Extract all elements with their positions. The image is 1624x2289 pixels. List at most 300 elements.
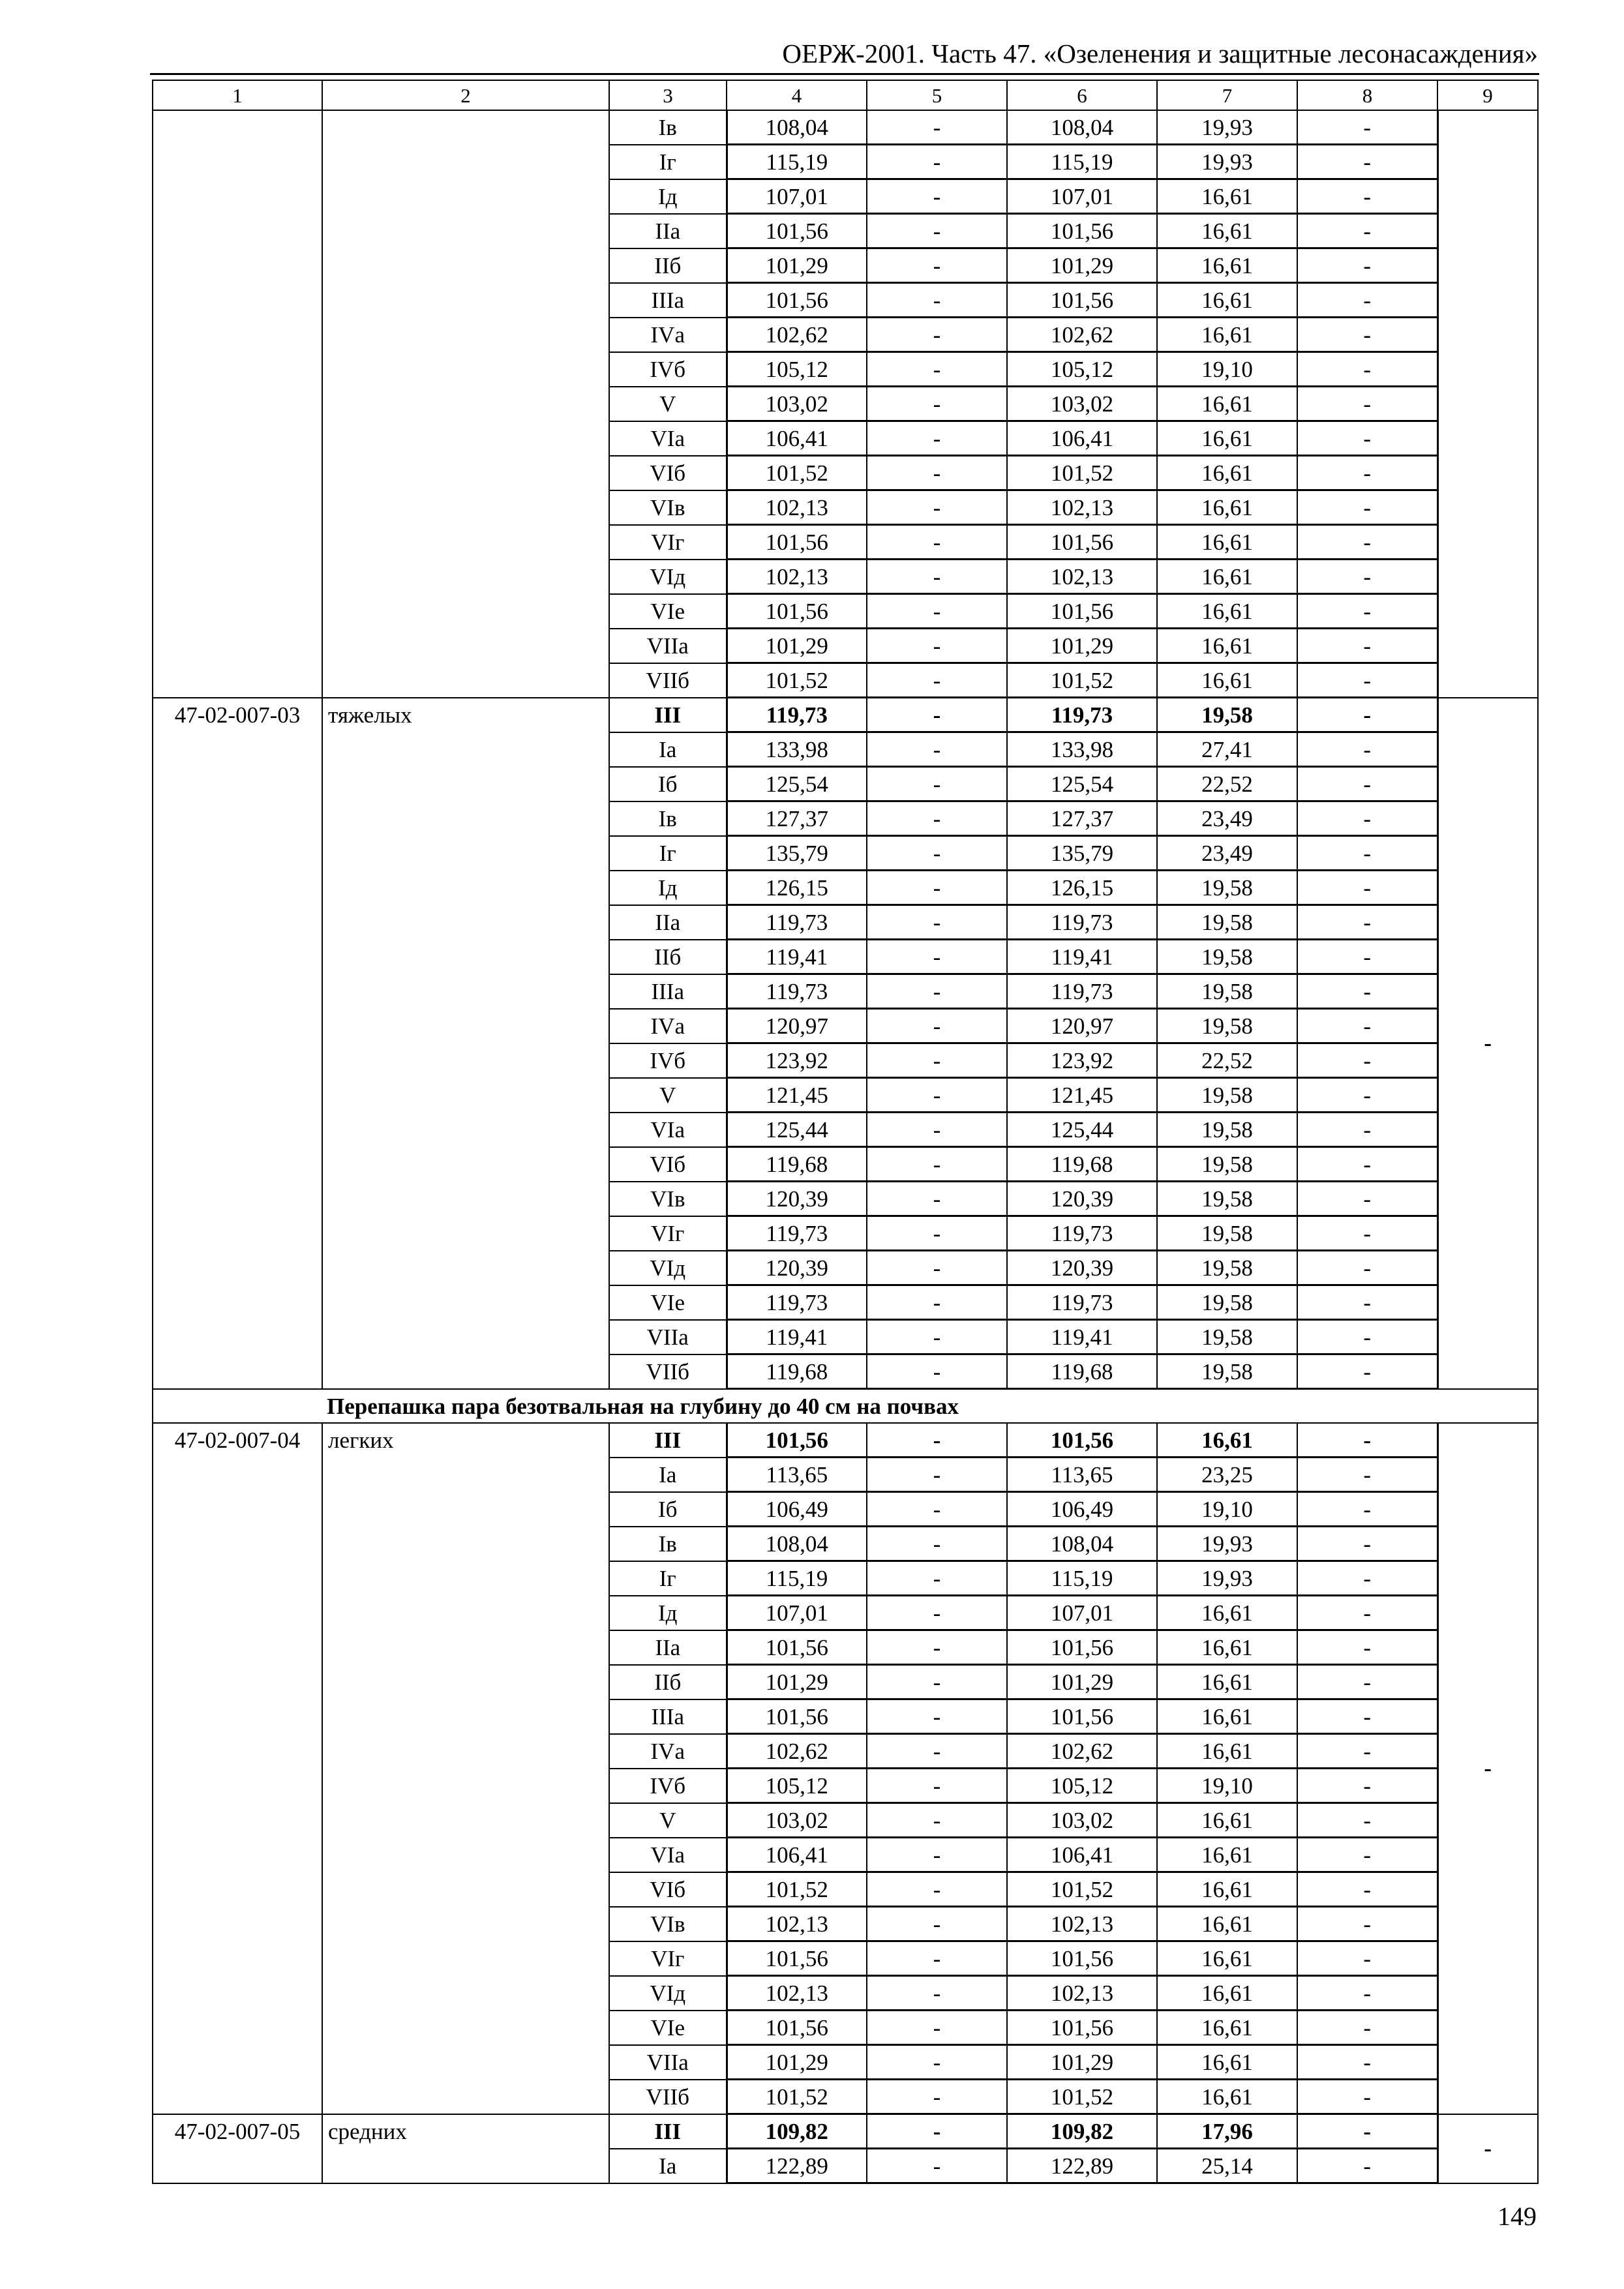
labor-cost-cell: - (867, 2080, 1007, 2114)
operator-wage-cell: 19,93 (1157, 1561, 1297, 1596)
machine-cost-cell: 106,41 (1007, 1838, 1157, 1872)
operator-wage-cell: 16,61 (1157, 663, 1297, 698)
labor-hours-cell (1437, 110, 1538, 698)
materials-cell: - (1297, 283, 1437, 318)
zone-cell: VIб (609, 1872, 727, 1907)
zone-cell: V (609, 1078, 727, 1113)
zone-cell: Iг (609, 1561, 727, 1596)
direct-cost-cell: 102,13 (727, 1907, 867, 1941)
materials-cell: - (1297, 490, 1437, 525)
machine-cost-cell: 101,29 (1007, 2045, 1157, 2080)
zone-cell: IIб (609, 940, 727, 974)
direct-cost-cell: 119,41 (727, 940, 867, 974)
direct-cost-cell: 123,92 (727, 1043, 867, 1078)
header-rule (150, 73, 1539, 75)
operator-wage-cell: 16,61 (1157, 1423, 1297, 1458)
labor-cost-cell: - (867, 248, 1007, 283)
direct-cost-cell: 102,13 (727, 490, 867, 525)
machine-cost-cell: 101,56 (1007, 1423, 1157, 1458)
labor-cost-cell: - (867, 801, 1007, 836)
materials-cell: - (1297, 1078, 1437, 1113)
materials-cell: - (1297, 1320, 1437, 1354)
direct-cost-cell: 119,73 (727, 974, 867, 1009)
labor-cost-cell: - (867, 1043, 1007, 1078)
machine-cost-cell: 122,89 (1007, 2149, 1157, 2183)
rate-code: 47-02-007-05 (153, 2114, 322, 2183)
direct-cost-cell: 120,39 (727, 1182, 867, 1216)
materials-cell: - (1297, 1803, 1437, 1838)
direct-cost-cell: 101,56 (727, 2011, 867, 2045)
operator-wage-cell: 16,61 (1157, 1838, 1297, 1872)
operator-wage-cell: 19,58 (1157, 871, 1297, 905)
zone-cell: Iг (609, 836, 727, 871)
direct-cost-cell: 101,56 (727, 214, 867, 248)
operator-wage-cell: 25,14 (1157, 2149, 1297, 2183)
labor-cost-cell: - (867, 1458, 1007, 1492)
zone-cell: VIIб (609, 2080, 727, 2114)
labor-cost-cell: - (867, 1251, 1007, 1285)
materials-cell: - (1297, 836, 1437, 871)
operator-wage-cell: 16,61 (1157, 214, 1297, 248)
direct-cost-cell: 101,29 (727, 1665, 867, 1699)
zone-cell: VIв (609, 490, 727, 525)
materials-cell: - (1297, 1734, 1437, 1769)
direct-cost-cell: 108,04 (727, 1527, 867, 1561)
machine-cost-cell: 119,73 (1007, 1216, 1157, 1251)
materials-cell: - (1297, 1492, 1437, 1527)
operator-wage-cell: 19,93 (1157, 145, 1297, 179)
zone-cell: VIб (609, 1147, 727, 1182)
machine-cost-cell: 101,52 (1007, 663, 1157, 698)
operator-wage-cell: 16,61 (1157, 387, 1297, 421)
materials-cell: - (1297, 456, 1437, 490)
materials-cell: - (1297, 663, 1437, 698)
machine-cost-cell: 101,52 (1007, 1872, 1157, 1907)
labor-cost-cell: - (867, 145, 1007, 179)
materials-cell: - (1297, 1872, 1437, 1907)
direct-cost-cell: 102,13 (727, 1976, 867, 2011)
labor-cost-cell: - (867, 1354, 1007, 1389)
labor-cost-cell: - (867, 2149, 1007, 2183)
operator-wage-cell: 19,58 (1157, 1147, 1297, 1182)
materials-cell: - (1297, 1769, 1437, 1803)
machine-cost-cell: 120,97 (1007, 1009, 1157, 1043)
machine-cost-cell: 107,01 (1007, 179, 1157, 214)
operator-wage-cell: 19,58 (1157, 1285, 1297, 1320)
machine-cost-cell: 107,01 (1007, 1596, 1157, 1630)
machine-cost-cell: 119,73 (1007, 974, 1157, 1009)
direct-cost-cell: 102,13 (727, 560, 867, 594)
operator-wage-cell: 16,61 (1157, 1803, 1297, 1838)
materials-cell: - (1297, 1009, 1437, 1043)
materials-cell: - (1297, 525, 1437, 560)
labor-cost-cell: - (867, 1147, 1007, 1182)
operator-wage-cell: 16,61 (1157, 560, 1297, 594)
zone-cell: VIе (609, 2011, 727, 2045)
direct-cost-cell: 119,41 (727, 1320, 867, 1354)
section-title: Перепашка пара безотвальная на глубину до 40 см на почвах (153, 1389, 1538, 1424)
zone-cell: Iа (609, 2149, 727, 2183)
operator-wage-cell: 16,61 (1157, 248, 1297, 283)
machine-cost-cell: 101,52 (1007, 2080, 1157, 2114)
operator-wage-cell: 16,61 (1157, 283, 1297, 318)
zone-cell: VIIа (609, 1320, 727, 1354)
materials-cell: - (1297, 2114, 1437, 2149)
machine-cost-cell: 121,45 (1007, 1078, 1157, 1113)
direct-cost-cell: 101,56 (727, 1630, 867, 1665)
operator-wage-cell: 16,61 (1157, 1941, 1297, 1976)
machine-cost-cell: 102,62 (1007, 318, 1157, 352)
labor-cost-cell: - (867, 1941, 1007, 1976)
labor-cost-cell: - (867, 2011, 1007, 2045)
labor-cost-cell: - (867, 1285, 1007, 1320)
direct-cost-cell: 105,12 (727, 352, 867, 387)
machine-cost-cell: 119,73 (1007, 1285, 1157, 1320)
machine-cost-cell: 125,54 (1007, 767, 1157, 801)
materials-cell: - (1297, 594, 1437, 629)
machine-cost-cell: 119,73 (1007, 905, 1157, 940)
zone-cell: VIв (609, 1907, 727, 1941)
direct-cost-cell: 119,68 (727, 1354, 867, 1389)
zone-cell: Iд (609, 871, 727, 905)
labor-cost-cell: - (867, 940, 1007, 974)
materials-cell: - (1297, 2149, 1437, 2183)
operator-wage-cell: 16,61 (1157, 1630, 1297, 1665)
labor-cost-cell: - (867, 905, 1007, 940)
column-number: 2 (322, 80, 609, 110)
work-name (322, 110, 609, 698)
zone-cell: IIа (609, 905, 727, 940)
materials-cell: - (1297, 387, 1437, 421)
zone-cell: III (609, 1423, 727, 1458)
materials-cell: - (1297, 1941, 1437, 1976)
zone-cell: IVа (609, 1009, 727, 1043)
machine-cost-cell: 101,56 (1007, 594, 1157, 629)
zone-cell: VIа (609, 1113, 727, 1147)
direct-cost-cell: 101,56 (727, 1941, 867, 1976)
column-number-row (153, 80, 1538, 110)
direct-cost-cell: 120,97 (727, 1009, 867, 1043)
operator-wage-cell: 16,61 (1157, 2011, 1297, 2045)
direct-cost-cell: 101,29 (727, 629, 867, 663)
zone-cell: IVа (609, 318, 727, 352)
direct-cost-cell: 101,52 (727, 663, 867, 698)
operator-wage-cell: 19,58 (1157, 1216, 1297, 1251)
materials-cell: - (1297, 629, 1437, 663)
machine-cost-cell: 101,56 (1007, 525, 1157, 560)
zone-cell: VIг (609, 525, 727, 560)
direct-cost-cell: 108,04 (727, 110, 867, 145)
operator-wage-cell: 16,61 (1157, 594, 1297, 629)
direct-cost-cell: 103,02 (727, 387, 867, 421)
materials-cell: - (1297, 1596, 1437, 1630)
materials-cell: - (1297, 1458, 1437, 1492)
materials-cell: - (1297, 179, 1437, 214)
machine-cost-cell: 115,19 (1007, 1561, 1157, 1596)
materials-cell: - (1297, 1043, 1437, 1078)
section-row (153, 1389, 1538, 1424)
labor-cost-cell: - (867, 1216, 1007, 1251)
labor-cost-cell: - (867, 594, 1007, 629)
zone-cell: V (609, 387, 727, 421)
labor-cost-cell: - (867, 1527, 1007, 1561)
materials-cell: - (1297, 1354, 1437, 1389)
labor-cost-cell: - (867, 490, 1007, 525)
materials-cell: - (1297, 1285, 1437, 1320)
operator-wage-cell: 19,93 (1157, 1527, 1297, 1561)
zone-cell: VIIа (609, 629, 727, 663)
zone-cell: VIIб (609, 663, 727, 698)
labor-cost-cell: - (867, 214, 1007, 248)
operator-wage-cell: 19,58 (1157, 1113, 1297, 1147)
direct-cost-cell: 106,41 (727, 421, 867, 456)
zone-cell: Iа (609, 732, 727, 767)
zone-cell: IVб (609, 1043, 727, 1078)
labor-cost-cell: - (867, 352, 1007, 387)
work-name: легких (322, 1423, 609, 2114)
machine-cost-cell: 120,39 (1007, 1251, 1157, 1285)
materials-cell: - (1297, 1838, 1437, 1872)
direct-cost-cell: 125,44 (727, 1113, 867, 1147)
machine-cost-cell: 101,29 (1007, 248, 1157, 283)
machine-cost-cell: 102,13 (1007, 490, 1157, 525)
zone-cell: VIг (609, 1941, 727, 1976)
direct-cost-cell: 102,62 (727, 1734, 867, 1769)
direct-cost-cell: 106,41 (727, 1838, 867, 1872)
materials-cell: - (1297, 1976, 1437, 2011)
rate-code: 47-02-007-04 (153, 1423, 322, 2114)
labor-cost-cell: - (867, 1078, 1007, 1113)
operator-wage-cell: 16,61 (1157, 1734, 1297, 1769)
materials-cell: - (1297, 1699, 1437, 1734)
machine-cost-cell: 135,79 (1007, 836, 1157, 871)
rates-table (152, 80, 1539, 2184)
materials-cell: - (1297, 1665, 1437, 1699)
labor-hours-cell: - (1437, 1423, 1538, 2114)
operator-wage-cell: 19,58 (1157, 698, 1297, 732)
labor-cost-cell: - (867, 1113, 1007, 1147)
page-number: 149 (1497, 2202, 1537, 2231)
operator-wage-cell: 16,61 (1157, 1699, 1297, 1734)
labor-cost-cell: - (867, 1492, 1007, 1527)
rate-code: 47-02-007-03 (153, 698, 322, 1389)
table-row (153, 2114, 1538, 2149)
column-number: 5 (867, 80, 1007, 110)
direct-cost-cell: 119,68 (727, 1147, 867, 1182)
zone-cell: VIIб (609, 1354, 727, 1389)
zone-cell: Iг (609, 145, 727, 179)
zone-cell: VIе (609, 594, 727, 629)
labor-hours-cell: - (1437, 2114, 1538, 2183)
operator-wage-cell: 17,96 (1157, 2114, 1297, 2149)
labor-cost-cell: - (867, 110, 1007, 145)
labor-cost-cell: - (867, 1803, 1007, 1838)
labor-cost-cell: - (867, 1699, 1007, 1734)
zone-cell: IIIа (609, 974, 727, 1009)
materials-cell: - (1297, 421, 1437, 456)
operator-wage-cell: 23,49 (1157, 801, 1297, 836)
zone-cell: IIIа (609, 1699, 727, 1734)
labor-cost-cell: - (867, 2114, 1007, 2149)
operator-wage-cell: 19,58 (1157, 940, 1297, 974)
direct-cost-cell: 103,02 (727, 1803, 867, 1838)
materials-cell: - (1297, 145, 1437, 179)
operator-wage-cell: 19,58 (1157, 1354, 1297, 1389)
operator-wage-cell: 19,58 (1157, 974, 1297, 1009)
direct-cost-cell: 119,73 (727, 905, 867, 940)
labor-cost-cell: - (867, 1630, 1007, 1665)
direct-cost-cell: 121,45 (727, 1078, 867, 1113)
operator-wage-cell: 16,61 (1157, 490, 1297, 525)
zone-cell: VIа (609, 421, 727, 456)
operator-wage-cell: 23,49 (1157, 836, 1297, 871)
machine-cost-cell: 101,56 (1007, 1699, 1157, 1734)
operator-wage-cell: 22,52 (1157, 1043, 1297, 1078)
zone-cell: IVа (609, 1734, 727, 1769)
labor-hours-cell: - (1437, 698, 1538, 1389)
labor-cost-cell: - (867, 1769, 1007, 1803)
running-header: ОЕРЖ-2001. Часть 47. «Озеленения и защитные лесонасаждения» (782, 38, 1538, 68)
machine-cost-cell: 119,68 (1007, 1354, 1157, 1389)
labor-cost-cell: - (867, 629, 1007, 663)
materials-cell: - (1297, 110, 1437, 145)
operator-wage-cell: 16,61 (1157, 1907, 1297, 1941)
operator-wage-cell: 19,10 (1157, 1769, 1297, 1803)
materials-cell: - (1297, 940, 1437, 974)
direct-cost-cell: 115,19 (727, 145, 867, 179)
zone-cell: Iб (609, 767, 727, 801)
direct-cost-cell: 127,37 (727, 801, 867, 836)
labor-cost-cell: - (867, 698, 1007, 732)
zone-cell: V (609, 1803, 727, 1838)
labor-cost-cell: - (867, 767, 1007, 801)
machine-cost-cell: 119,73 (1007, 698, 1157, 732)
operator-wage-cell: 16,61 (1157, 629, 1297, 663)
machine-cost-cell: 115,19 (1007, 145, 1157, 179)
direct-cost-cell: 101,56 (727, 283, 867, 318)
zone-cell: IIб (609, 248, 727, 283)
direct-cost-cell: 101,56 (727, 594, 867, 629)
materials-cell: - (1297, 1423, 1437, 1458)
operator-wage-cell: 16,61 (1157, 456, 1297, 490)
operator-wage-cell: 16,61 (1157, 2080, 1297, 2114)
machine-cost-cell: 133,98 (1007, 732, 1157, 767)
machine-cost-cell: 101,29 (1007, 1665, 1157, 1699)
machine-cost-cell: 127,37 (1007, 801, 1157, 836)
direct-cost-cell: 101,29 (727, 248, 867, 283)
labor-cost-cell: - (867, 1907, 1007, 1941)
zone-cell: Iа (609, 1458, 727, 1492)
table-row (153, 110, 1538, 145)
materials-cell: - (1297, 1147, 1437, 1182)
materials-cell: - (1297, 560, 1437, 594)
operator-wage-cell: 16,61 (1157, 1665, 1297, 1699)
direct-cost-cell: 122,89 (727, 2149, 867, 2183)
machine-cost-cell: 101,56 (1007, 1941, 1157, 1976)
operator-wage-cell: 16,61 (1157, 179, 1297, 214)
operator-wage-cell: 19,58 (1157, 1078, 1297, 1113)
materials-cell: - (1297, 767, 1437, 801)
operator-wage-cell: 16,61 (1157, 1596, 1297, 1630)
materials-cell: - (1297, 352, 1437, 387)
materials-cell: - (1297, 698, 1437, 732)
materials-cell: - (1297, 1216, 1437, 1251)
labor-cost-cell: - (867, 525, 1007, 560)
zone-cell: Iб (609, 1492, 727, 1527)
operator-wage-cell: 22,52 (1157, 767, 1297, 801)
operator-wage-cell: 19,58 (1157, 1251, 1297, 1285)
machine-cost-cell: 123,92 (1007, 1043, 1157, 1078)
zone-cell: VIе (609, 1285, 727, 1320)
zone-cell: VIд (609, 1976, 727, 2011)
machine-cost-cell: 106,41 (1007, 421, 1157, 456)
machine-cost-cell: 102,13 (1007, 560, 1157, 594)
labor-cost-cell: - (867, 1596, 1007, 1630)
zone-cell: Iд (609, 1596, 727, 1630)
operator-wage-cell: 23,25 (1157, 1458, 1297, 1492)
machine-cost-cell: 108,04 (1007, 1527, 1157, 1561)
labor-cost-cell: - (867, 974, 1007, 1009)
zone-cell: III (609, 2114, 727, 2149)
direct-cost-cell: 125,54 (727, 767, 867, 801)
zone-cell: IIа (609, 1630, 727, 1665)
machine-cost-cell: 101,56 (1007, 2011, 1157, 2045)
direct-cost-cell: 107,01 (727, 179, 867, 214)
zone-cell: VIг (609, 1216, 727, 1251)
machine-cost-cell: 101,56 (1007, 283, 1157, 318)
table-row (153, 1423, 1538, 1458)
labor-cost-cell: - (867, 1838, 1007, 1872)
operator-wage-cell: 16,61 (1157, 1872, 1297, 1907)
direct-cost-cell: 101,29 (727, 2045, 867, 2080)
table-row (153, 698, 1538, 732)
operator-wage-cell: 19,10 (1157, 1492, 1297, 1527)
materials-cell: - (1297, 1113, 1437, 1147)
machine-cost-cell: 105,12 (1007, 352, 1157, 387)
work-name: тяжелых (322, 698, 609, 1389)
operator-wage-cell: 19,58 (1157, 1320, 1297, 1354)
zone-cell: IVб (609, 1769, 727, 1803)
labor-cost-cell: - (867, 456, 1007, 490)
zone-cell: VIб (609, 456, 727, 490)
machine-cost-cell: 119,68 (1007, 1147, 1157, 1182)
direct-cost-cell: 107,01 (727, 1596, 867, 1630)
column-number: 3 (609, 80, 727, 110)
labor-cost-cell: - (867, 2045, 1007, 2080)
machine-cost-cell: 119,41 (1007, 1320, 1157, 1354)
direct-cost-cell: 135,79 (727, 836, 867, 871)
machine-cost-cell: 109,82 (1007, 2114, 1157, 2149)
zone-cell: IIа (609, 214, 727, 248)
direct-cost-cell: 102,62 (727, 318, 867, 352)
operator-wage-cell: 16,61 (1157, 318, 1297, 352)
column-number: 4 (727, 80, 867, 110)
labor-cost-cell: - (867, 1182, 1007, 1216)
labor-cost-cell: - (867, 871, 1007, 905)
materials-cell: - (1297, 318, 1437, 352)
direct-cost-cell: 113,65 (727, 1458, 867, 1492)
direct-cost-cell: 119,73 (727, 1216, 867, 1251)
materials-cell: - (1297, 1182, 1437, 1216)
zone-cell: Iд (609, 179, 727, 214)
labor-cost-cell: - (867, 663, 1007, 698)
machine-cost-cell: 103,02 (1007, 1803, 1157, 1838)
machine-cost-cell: 105,12 (1007, 1769, 1157, 1803)
zone-cell: VIд (609, 1251, 727, 1285)
machine-cost-cell: 101,29 (1007, 629, 1157, 663)
labor-cost-cell: - (867, 1872, 1007, 1907)
zone-cell: III (609, 698, 727, 732)
